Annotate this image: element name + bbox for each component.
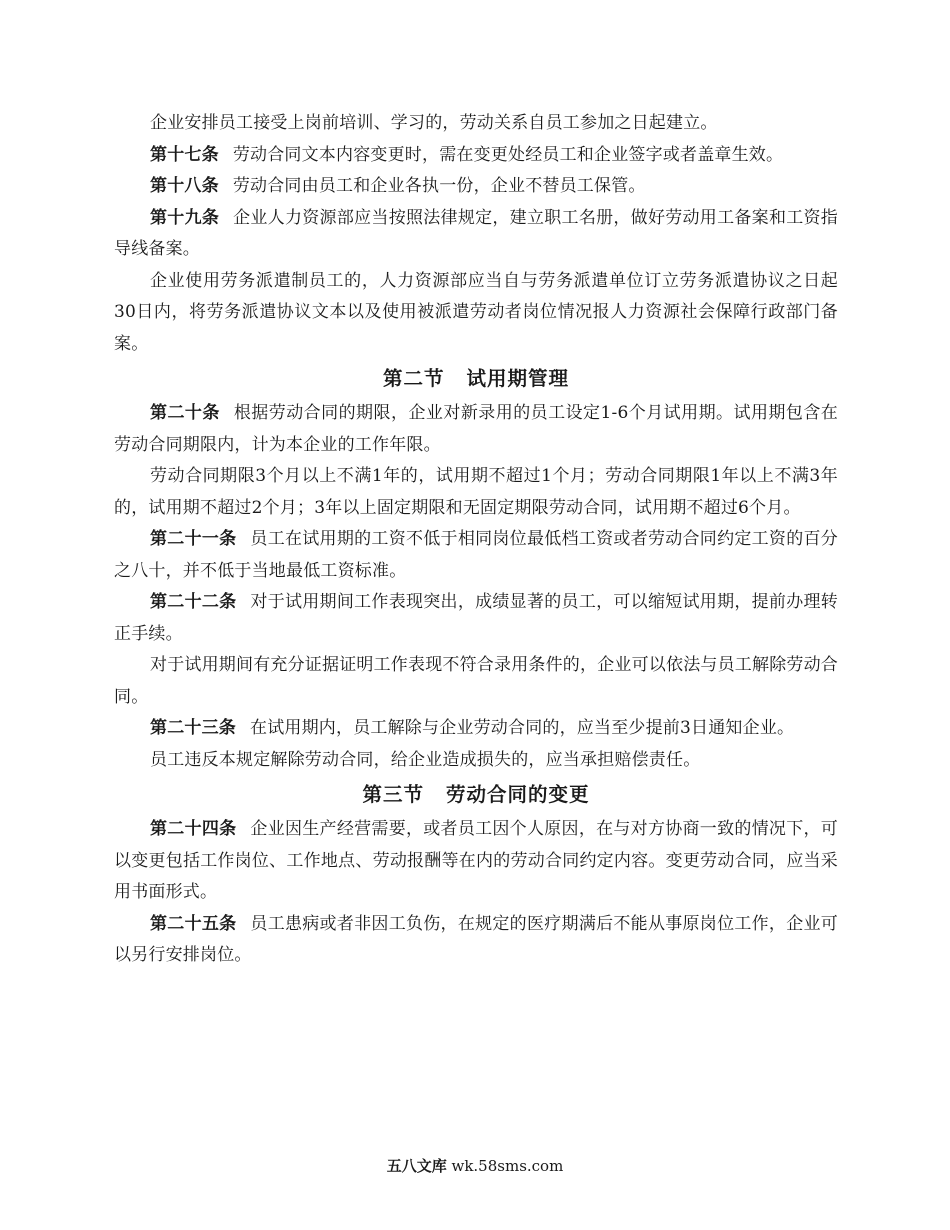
section-heading-2: 第二节 试用期管理 (382, 367, 570, 390)
article-21: 第二十一条 员工在试用期的工资不低于相同岗位最低档工资或者劳动合同约定工资的百分之八十，并不低于当地最低工资标准。 (114, 529, 838, 581)
article-number: 第二十三条 (150, 718, 236, 738)
article-number: 第二十四条 (150, 819, 237, 839)
article-18: 第十八条 劳动合同由员工和企业各执一份，企业不替员工保管。 (150, 176, 646, 196)
paragraph: 员工违反本规定解除劳动合同，给企业造成损失的，应当承担赔偿责任。 (150, 749, 701, 770)
article-number: 第二十二条 (150, 592, 237, 612)
page-footer (0, 1155, 950, 1176)
article-20: 第二十条 根据劳动合同的期限，企业对新录用的员工设定1-6个月试用期。试用期包含在劳动合同期限内，计为本企业的工作年限。 (114, 403, 838, 455)
article-number: 第十八条 (150, 176, 219, 196)
document-body (114, 108, 838, 972)
paragraph: 企业使用劳务派遣制员工的，人力资源部应当自与劳务派遣单位订立劳务派遣协议之日起30日内，将劳务派遣协议文本以及使用被派遣劳动者岗位情况报人力资源社会保障行政部门备案。 (114, 270, 838, 354)
footer-url[interactable]: wk.58sms.com (451, 1157, 564, 1175)
article-17: 第十七条 劳动合同文本内容变更时，需在变更处经员工和企业签字或者盖章生效。 (150, 144, 784, 165)
footer-brand: 五八文库 (386, 1157, 447, 1175)
article-19: 第十九条 企业人力资源部应当按照法律规定，建立职工名册，做好劳动用工备案和工资指导线备案。 (114, 207, 838, 259)
article-number: 第二十一条 (150, 529, 237, 549)
section-heading-3: 第三节 劳动合同的变更 (362, 783, 590, 806)
article-number: 第二十五条 (150, 913, 237, 934)
paragraph: 对于试用期间有充分证据证明工作表现不符合录用条件的，企业可以依法与员工解除劳动合同。 (114, 655, 838, 707)
article-22: 第二十二条 对于试用期间工作表现突出，成绩显著的员工，可以缩短试用期，提前办理转正手续。 (114, 592, 838, 644)
article-25: 第二十五条 员工患病或者非因工负伤，在规定的医疗期满后不能从事原岗位工作，企业可以另行安排岗位。 (114, 913, 838, 965)
article-number: 第二十条 (150, 403, 220, 423)
paragraph: 劳动合同期限3个月以上不满1年的，试用期不超过1个月；劳动合同期限1年以上不满3年的，试用期不超过2个月；3年以上固定期限和无固定期限劳动合同，试用期不超过6个月。 (114, 466, 838, 518)
paragraph: 企业安排员工接受上岗前培训、学习的，劳动关系自员工参加之日起建立。 (150, 113, 718, 133)
article-number: 第十九条 (150, 207, 220, 228)
article-24: 第二十四条 企业因生产经营需要，或者员工因个人原因，在与对方协商一致的情况下，可以变更包括工作岗位、工作地点、劳动报酬等在内的劳动合同约定内容。变更劳动合同，应当采用书面形式。 (114, 819, 838, 902)
article-number: 第十七条 (150, 144, 219, 165)
article-23: 第二十三条 在试用期内，员工解除与企业劳动合同的，应当至少提前3日通知企业。 (150, 718, 795, 738)
